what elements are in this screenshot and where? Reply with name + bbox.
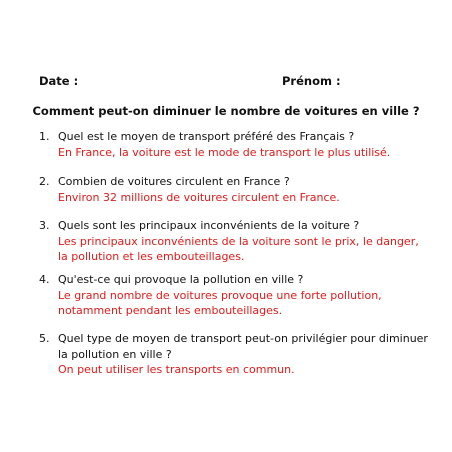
answer-text: Les principaux inconvénients de la voiture sont le prix, le danger, la pollution et les embouteillages. (58, 234, 419, 263)
question-text: Quels sont les principaux inconvénients de la voiture ? (58, 219, 360, 232)
question-item (39, 272, 429, 319)
answer-text: On peut utiliser les transports en commun. (58, 363, 295, 376)
date-label: Date : (39, 74, 79, 88)
question-number: 3. (39, 219, 50, 232)
question-number: 1. (39, 130, 50, 143)
worksheet-title: Comment peut-on diminuer le nombre de voitures en ville ? (32, 104, 420, 118)
answer-text: Environ 32 millions de voitures circulent en France. (58, 190, 340, 204)
question-text: Quel est le moyen de transport préféré des Français ? (58, 130, 355, 143)
question-text: Quel type de moyen de transport peut-on privilégier pour diminuer la pollution en ville ? (58, 332, 428, 361)
question-item (39, 218, 429, 265)
question-number: 4. (39, 273, 50, 286)
answer-text: En France, la voiture est le mode de transport le plus utilisé. (58, 145, 391, 159)
question-number: 5. (39, 332, 50, 345)
answer-text: Le grand nombre de voitures provoque une forte pollution, notamment pendant les embouteillages. (58, 288, 382, 317)
question-number: 2. (39, 175, 50, 188)
question-item (39, 174, 429, 205)
question-item (39, 331, 429, 378)
prenom-label: Prénom : (282, 74, 341, 88)
question-item (39, 129, 429, 160)
question-text: Combien de voitures circulent en France ? (58, 175, 290, 188)
question-text: Qu'est-ce qui provoque la pollution en ville ? (58, 273, 304, 286)
